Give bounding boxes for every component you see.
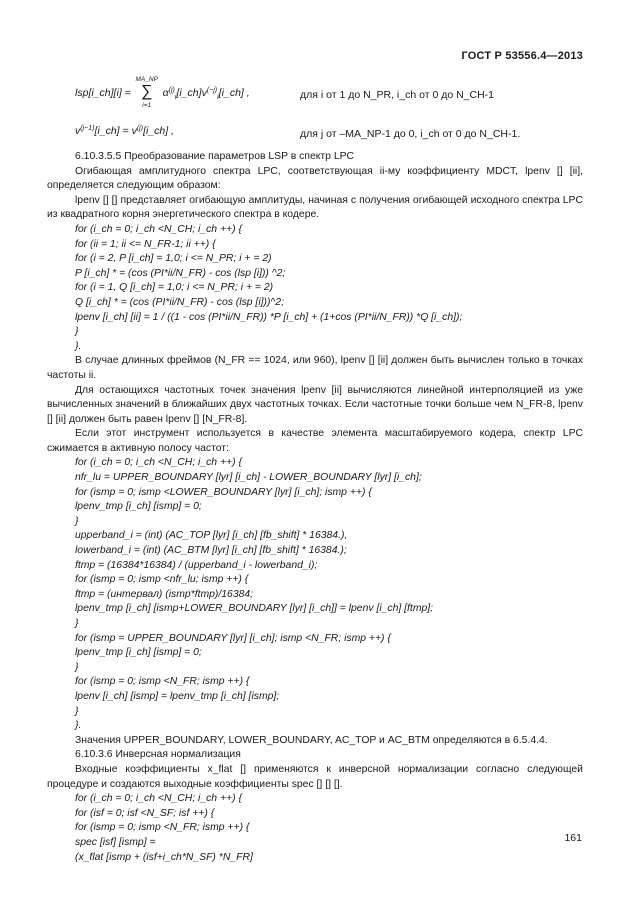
code-line: for (ismp = 0; ismp <LOWER_BOUNDARY [lyr] [i_ch]; ismp ++) { — [75, 486, 372, 498]
paragraph-inverse-norm: Входные коэффициенты x_flat [] применяются к инверсной нормализации согласно следующей процедуре и создаются выходные коэффициенты spec [] [] []. — [47, 763, 583, 790]
section-title: 6.10.3.5.5 Преобразование параметров LSP в спектр LPC — [75, 151, 355, 162]
code-line: for (ismp = UPPER_BOUNDARY [lyr] [i_ch]; ismp <N_FR; ismp ++) { — [75, 632, 391, 644]
sum-lower-limit: i=1 — [142, 102, 152, 109]
code-line: for (i_ch = 0; i_ch <N_CH; i_ch ++) { — [75, 793, 242, 805]
code-line: }. — [75, 340, 82, 352]
paragraph-interpolation: Для остающихся частотных точек значения lpenv [ii] вычисляются линейной интерполяцией из уже вычисленных значений в ближайших двух частотных точках. Если частотные точки больше чем N_FR-8, lpenv [] [ii] должен быть равен lpenv [] [N_FR-8]. — [47, 384, 583, 425]
code-line: lowerband_i = (int) (AC_BTM [lyr] [i_ch] [fb_shift] * 16384.); — [75, 545, 347, 557]
formula-lsp-condition: для i от 1 до N_PR, i_ch от 0 до N_CH-1 — [300, 89, 495, 101]
sum-upper-limit: MA_NP — [135, 76, 158, 83]
code-line: P [i_ch] * = (cos (PI*ii/N_FR) - cos (lsp [i])) ^2; — [75, 267, 286, 279]
paragraph-lpenv-desc: lpenv [] [] представляет огибающую амплитуды, начиная с получения огибающей исходного спектра LPC из квадратного корня энергетического спектра в кодере. — [47, 194, 583, 221]
formula-lsp-lhs: lsp — [75, 87, 89, 99]
formula-v-update: $v^{(j-1)}[i\_ch]$ = $v^{(j)}[i\_ch]$ , — [75, 125, 175, 137]
code-line: for (i_ch = 0; i_ch <N_CH; i_ch ++) { — [75, 223, 242, 235]
paragraph-scalable-coder: Если этот инструмент используется в качестве элемента масштабируемого кодера, спектр LPC сжимается в активную полосу частот: — [47, 428, 583, 454]
code-line: } — [75, 326, 79, 338]
formula-v-condition: для j от –MA_NP-1 до 0, i_ch от 0 до N_CH-1. — [300, 128, 521, 140]
code-line: } — [75, 515, 79, 527]
paragraph-long-frames: В случае длинных фреймов (N_FR == 1024, или 960), lpenv [] [ii] должен быть вычислен только в точках частоты ii. — [47, 355, 583, 381]
code-line: for (ismp = 0; ismp <N_FR; ismp ++) { — [75, 822, 250, 834]
code-line: for (ismp = 0; ismp <N_FR; ismp ++) { — [75, 676, 250, 688]
code-line: lpenv_tmp [i_ch] [ismp] = 0; — [75, 647, 202, 659]
document-header: ГОСТ Р 53556.4—2013 — [461, 50, 583, 62]
code-line: ftmp = (16384*16384) / (upperband_i - lowerband_i); — [75, 559, 318, 571]
code-block-inverse — [47, 792, 583, 865]
code-line: lpenv [i_ch] [ii] = 1 / ((1 - cos (PI*ii/N_FR)) *P [i_ch] + (1+cos (PI*ii/N_FR)) *Q [i_ch]); — [75, 311, 463, 323]
code-block-compress — [47, 456, 583, 733]
section-title-2: 6.10.3.6 Инверсная нормализация — [75, 749, 241, 761]
code-line: ftmp = (интервал) (ismp*ftmp)/16384; — [75, 588, 254, 600]
document-body — [47, 150, 583, 865]
code-line: lpenv_tmp [i_ch] [ismp] = 0; — [75, 501, 202, 513]
paragraph-boundaries: Значения UPPER_BOUNDARY, LOWER_BOUNDARY, AC_TOP и AC_BTM определяются в 6.5.4.4. — [75, 734, 548, 746]
page-number: 161 — [564, 832, 582, 844]
code-line: for (i = 2, P [i_ch] = 1,0; i <= N_PR; i + = 2) — [75, 253, 272, 265]
code-line: nfr_lu = UPPER_BOUNDARY [lyr] [i_ch] - LOWER_BOUNDARY [lyr] [i_ch]; — [75, 472, 422, 484]
paragraph-lpc-envelope: Огибающая амплитудного спектра LPC, соответствующая ii-му коэффициенту MDCT, lpenv [] [ii], определяется следующим образом: — [47, 165, 583, 192]
code-line: for (ii = 1; ii <= N_FR-1; ii ++) { — [75, 238, 216, 250]
code-line: } — [75, 661, 79, 673]
code-line: lpenv [i_ch] [ismp] = lpenv_tmp [i_ch] [ismp]; — [75, 690, 280, 702]
summation-symbol: MA_NP ∑ i=1 — [135, 76, 158, 109]
code-line: upperband_i = (int) (AC_TOP [lyr] [i_ch] [fb_shift] * 16384.), — [75, 530, 348, 542]
code-block-envelope — [47, 223, 583, 354]
code-line: for (ismp = 0; ismp <nfr_lu; ismp ++) { — [75, 574, 249, 586]
code-line: } — [75, 618, 79, 629]
code-line: for (isf = 0; isf <N_SF; isf ++) { — [75, 807, 215, 819]
code-line: }. — [75, 720, 82, 732]
code-line: spec [isf] [ismp] = — [75, 836, 156, 848]
code-line: for (i_ch = 0; i_ch <N_CH; i_ch ++) { — [75, 457, 242, 469]
code-line: (x_flat [ismp + (isf+i_ch*N_SF) *N_FR] — [75, 851, 253, 863]
code-line: Q [i_ch] * = (cos (PI*ii/N_FR) - cos (lsp [i]))^2; — [75, 296, 284, 308]
formula-lsp: lsp[i_ch][i] = MA_NP ∑ i=1 $\alpha^{(j)}_i[i\_ch]v^{(-j)}_i[i\_ch]$ , — [75, 76, 250, 109]
code-line: lpenv_tmp [i_ch] [ismp+LOWER_BOUNDARY [lyr] [i_ch]] = lpenv [i_ch] [ftmp]; — [75, 603, 434, 615]
code-line: for (i = 1, Q [i_ch] = 1,0; i <= N_PR; i + = 2) — [75, 282, 274, 294]
code-line: } — [75, 705, 79, 717]
